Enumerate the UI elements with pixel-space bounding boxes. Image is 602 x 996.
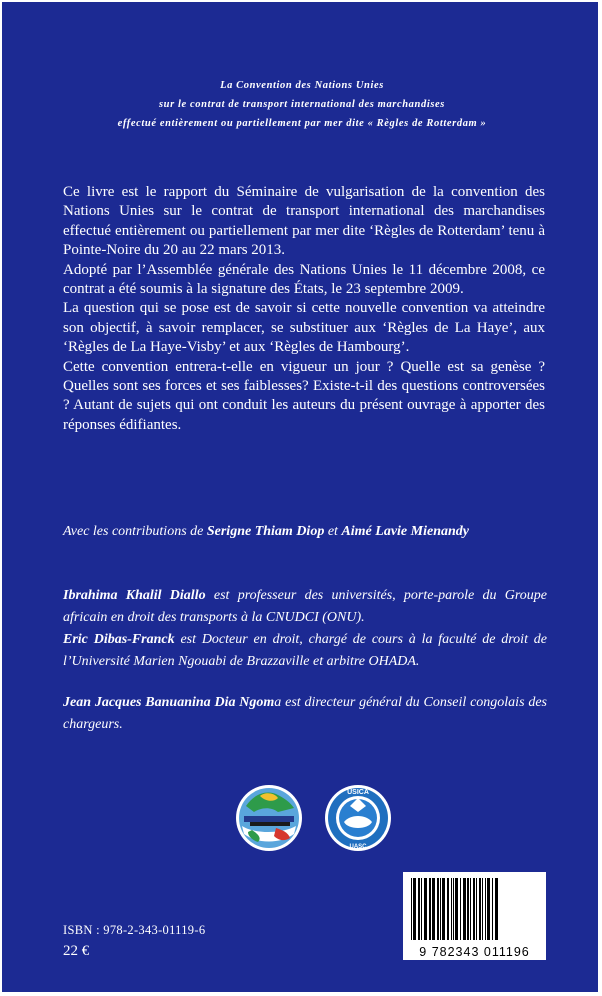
barcode-bar: [476, 878, 477, 940]
heading-line-1: La Convention des Nations Unies: [220, 80, 384, 91]
author-bio-3: [63, 692, 547, 736]
barcode-bar: [447, 878, 449, 940]
barcode-bar: [437, 878, 439, 940]
summary-paragraph-4: Cette convention entrera-t-elle en vigueur un jour ? Quelle est sa genèse ? Quelles sont ses forces et ses faiblesses? Existe-t-il des questions controversées ? Autant de sujets qui ont conduit les auteurs du présent ouvrage à apporter des réponses édifiantes.: [63, 358, 545, 433]
author-bio-text-3: est directeur général du Conseil congolais des chargeurs.: [63, 695, 547, 732]
author-bio-1: [63, 585, 547, 629]
seal-bottom-text: UASC: [349, 844, 367, 850]
barcode-bar: [467, 878, 469, 940]
barcode-bar: [453, 878, 454, 940]
author-name-3: Jean Jacques Banuanina Dia Ngom: [63, 695, 275, 710]
summary-text: [63, 183, 545, 435]
barcode-bar: [451, 878, 452, 940]
cover-heading: [32, 76, 572, 133]
barcode-bar: [495, 878, 498, 940]
barcode-bar: [479, 878, 481, 940]
barcode-bar: [413, 878, 416, 940]
contributor-name-1: Serigne Thiam Diop: [206, 524, 325, 539]
barcode-bar: [442, 878, 445, 940]
summary-paragraph-3: La question qui se pose est de savoir si cette nouvelle convention va atteindre son objectif, à savoir remplacer, se substituer aux ‘Règles de La Haye’, aux ‘Règles de La Haye-Visby’ et aux ‘Règles de Hambourg’.: [63, 300, 545, 356]
contributions-line: [63, 521, 547, 543]
uasc-seal-logo: [325, 785, 391, 851]
summary-paragraph-2: Adopté par l’Assemblée générale des Nations Unies le 11 décembre 2008, ce contrat a été soumis à la signature des États, le 23 septembre 2009.: [63, 261, 545, 298]
barcode-bar: [473, 878, 475, 940]
back-cover: [2, 2, 598, 992]
author-bio-2: [63, 629, 547, 673]
barcode-digits: 9 782343 011196: [419, 945, 530, 959]
barcode-bar: [440, 878, 441, 940]
author-name-1: Ibrahima Khalil Diallo: [63, 588, 206, 603]
barcode-bar: [482, 878, 483, 940]
barcode-bar: [432, 878, 435, 940]
barcode: [403, 872, 546, 960]
heading-line-2: sur le contrat de transport international des marchandises: [159, 99, 445, 110]
barcode-bar: [424, 878, 427, 940]
author-bio-text-1: est professeur des universités, porte-parole du Groupe africain en droit des transports à la CNUDCI (ONU).: [63, 588, 547, 625]
author-name-3-suffix: a: [274, 695, 282, 710]
barcode-bar: [492, 878, 493, 940]
contributor-name-2: Aimé Lavie Mienandy: [341, 524, 469, 539]
barcode-bar: [485, 878, 486, 940]
price: 22 €: [63, 943, 90, 959]
barcode-bar: [463, 878, 466, 940]
barcode-bar: [487, 878, 490, 940]
barcode-bar: [411, 878, 412, 940]
partner-logos: [234, 782, 404, 854]
barcode-bar: [455, 878, 458, 940]
isbn: ISBN : 978-2-343-01119-6: [63, 923, 206, 937]
barcode-bar: [470, 878, 471, 940]
summary-paragraph-1: Ce livre est le rapport du Séminaire de vulgarisation de la convention des Nations Unies sur le contrat de transport international des marchandises effectué entièrement ou partiellement par mer dite ‘Règles de Rotterdam’ tenu à Pointe-Noire du 20 au 22 mars 2013.: [63, 184, 545, 259]
barcode-bar: [418, 878, 420, 940]
author-bio-text-2: est Docteur en droit, chargé de cours à la faculté de droit de l’Université Marien Ngouabi de Brazzaville et arbitre OHADA.: [63, 632, 547, 669]
globe-ship-logo: [236, 785, 302, 851]
author-name-2: Eric Dibas-Franck: [63, 632, 175, 647]
barcode-bars: [403, 872, 546, 944]
partner-logos-graphic: [234, 782, 404, 854]
contributions-intro: Avec les contributions de: [63, 524, 207, 539]
barcode-bar: [421, 878, 422, 940]
seal-top-text: USICA: [347, 789, 369, 796]
heading-line-3: effectué entièrement ou partiellement par mer dite « Règles de Rotterdam »: [117, 118, 487, 129]
barcode-bar: [429, 878, 431, 940]
contributions-and: et: [324, 524, 342, 539]
barcode-bar: [460, 878, 461, 940]
